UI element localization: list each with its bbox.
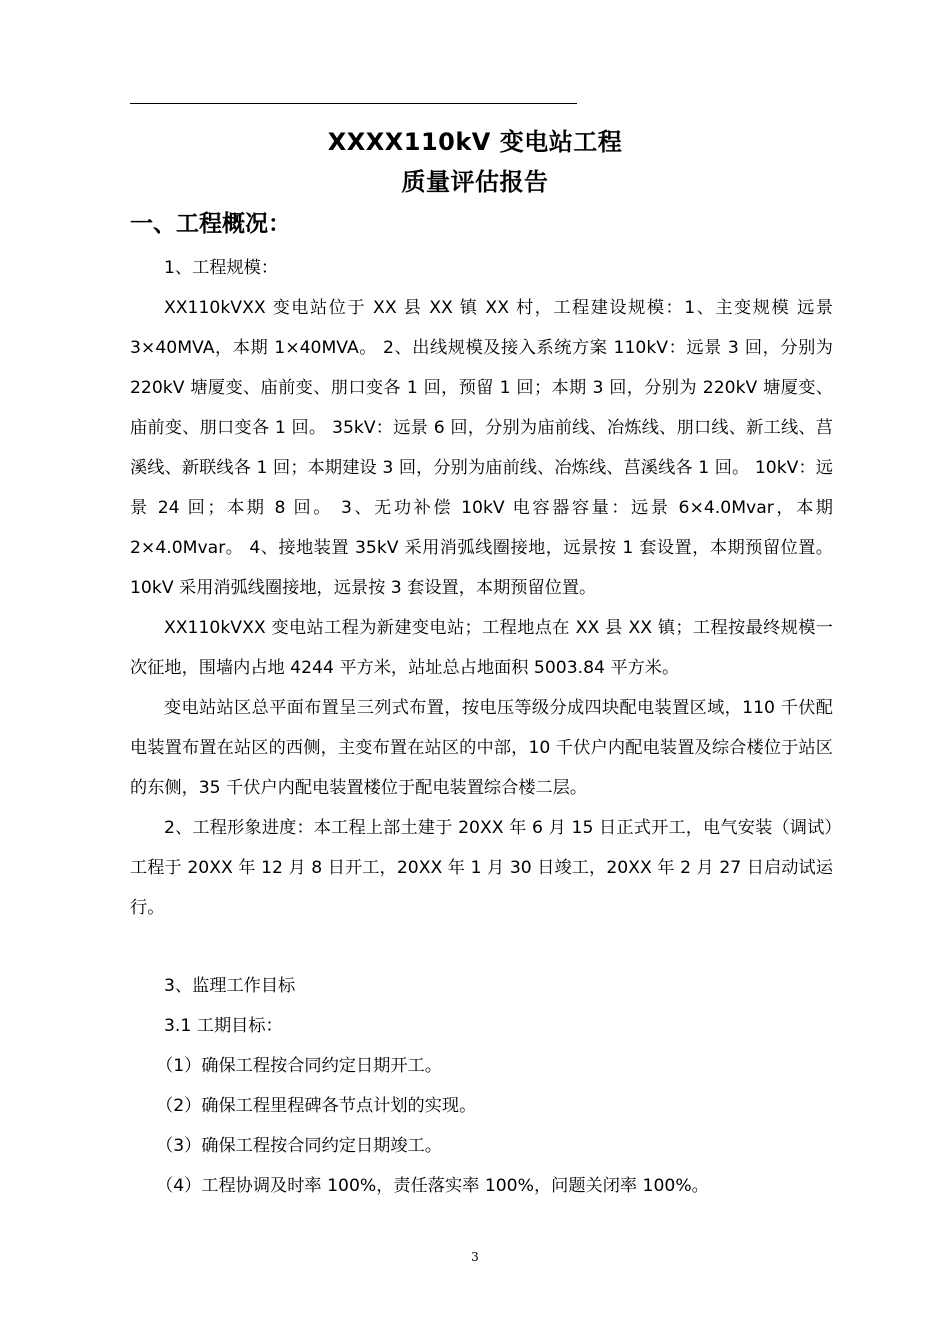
header-rule bbox=[130, 103, 577, 104]
paragraph-site: XX110kVXX 变电站工程为新建变电站；工程地点在 XX 县 XX 镇；工程按最终规模一次征地，围墙内占地 4244 平方米，站址总占地面积 5003.84 平方米。 bbox=[130, 618, 833, 678]
item-scale-label: 1、工程规模： bbox=[164, 258, 279, 278]
item-schedule-label: 3.1 工期目标： bbox=[164, 1016, 283, 1036]
goal-item: （2）确保工程里程碑各节点计划的实现。 bbox=[156, 1096, 477, 1116]
document-subtitle: 质量评估报告 bbox=[401, 168, 549, 196]
section-heading: 一、工程概况： bbox=[130, 211, 291, 237]
paragraph-scale: XX110kVXX 变电站位于 XX 县 XX 镇 XX 村，工程建设规模：1、主变规模 远景 3×40MVA，本期 1×40MVA。 2、出线规模及接入系统方案 110kV：远景 3 回，分别为 220kV 塘厦变、庙前变、朋口变各 1 回，预留 1 回；本期 3 回，分别为 220kV 塘厦变、庙前变、朋口变各 1 回。 35kV：远景 6 回，分别为庙前线、冶炼线、朋口线、新工线、莒溪线、新联线各 1 回；本期建设 3 回，分别为庙前线、冶炼线、莒溪线各 1 回。 10kV：远景 24 回；本期 8 回。 3、无功补偿 10kV 电容器容量：远景 6×4.0Mvar，本期 2×4.0Mvar。 4、接地装置 35kV 采用消弧线圈接地，远景按 1 套设置，本期预留位置。10kV 采用消弧线圈接地，远景按 3 套设置，本期预留位置。 bbox=[130, 298, 833, 598]
goal-item: （1）确保工程按合同约定日期开工。 bbox=[156, 1056, 442, 1076]
paragraph-progress: 2、工程形象进度：本工程上部土建于 20XX 年 6 月 15 日正式开工，电气安装（调试）工程于 20XX 年 12 月 8 日开工，20XX 年 1 月 30 日竣工，20XX 年 2 月 27 日启动试运行。 bbox=[130, 818, 833, 918]
document-title: XXXX110kV 变电站工程 bbox=[327, 128, 623, 156]
goal-item: （4）工程协调及时率 100%，责任落实率 100%，问题关闭率 100%。 bbox=[156, 1176, 709, 1196]
body-text-block bbox=[130, 288, 833, 928]
goal-item: （3）确保工程按合同约定日期竣工。 bbox=[156, 1136, 442, 1156]
paragraph-layout: 变电站站区总平面布置呈三列式布置，按电压等级分成四块配电装置区域，110 千伏配电装置布置在站区的西侧，主变布置在站区的中部，10 千伏户内配电装置及综合楼位于站区的东侧，35 千伏户内配电装置楼位于配电装置综合楼二层。 bbox=[130, 698, 833, 798]
page-number: 3 bbox=[471, 1250, 479, 1264]
item-goals-label: 3、监理工作目标 bbox=[164, 976, 296, 996]
